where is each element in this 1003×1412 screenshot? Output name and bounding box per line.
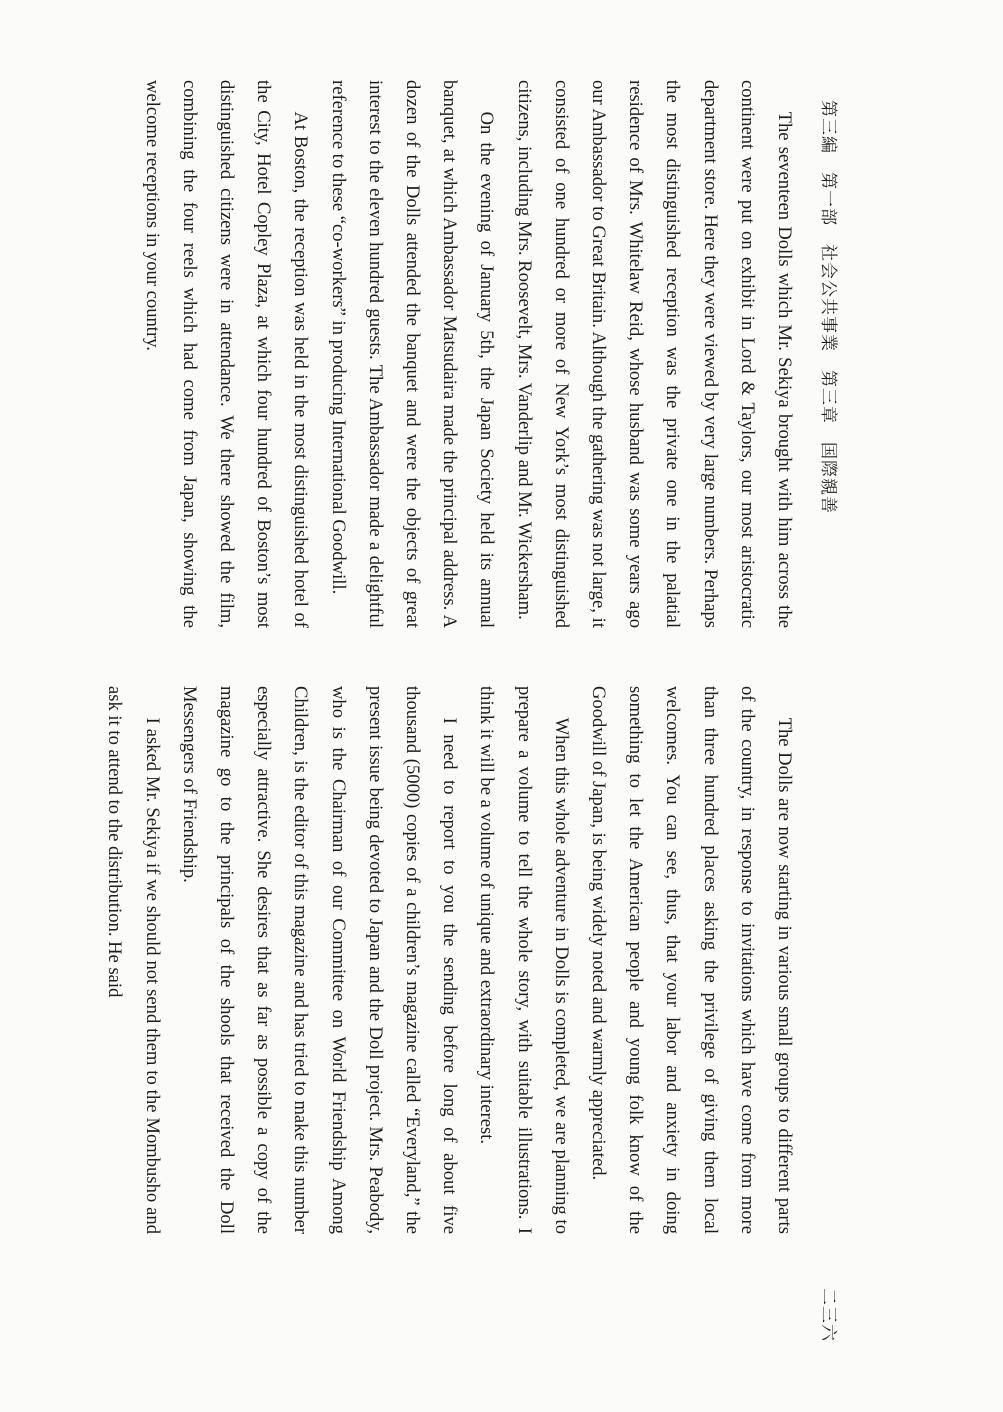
paragraph: The Dolls are now starting in various small groups to different parts of the country, in response to invitations which have come from more than three hundred places asking the privilege of giving them local welcomes. You can see, thus, that your labor and anxiety in doing something to let the American people and young folk know of the Goodwill of Japan, is being widely noted and warmly appreciated. xyxy=(587,686,795,1234)
page-header xyxy=(809,100,843,1342)
running-head: 第三編 第一部 社会公共事業 第三章 国際親善 xyxy=(818,100,838,514)
text-column-right xyxy=(96,686,803,1234)
paragraph: I need to report to you the sending before long of about five thousand (5000) copies of a children’s magazine called “Everyland,” the present issue being devoted to Japan and the Doll project. Mrs. Peabody, who is the Chairman of our Committee on World Friendship Among Children, is the editor of this magazine and has tried to make this number especially attractive. She desires that as far as possible a copy of the magazine go to the principals of the shools that received the Doll Messengers of Friendship. xyxy=(178,686,461,1234)
paragraph: The seventeen Dolls which Mr. Sekiya brought with him across the continent were put on exhibit in Lord & Taylors, our most aristocratic department store. Here they were viewed by very large numbers. Perhaps the most distinguished reception was the private one in the palatial residence of Mrs. Whitelaw Reid, whose husband was some years ago our Ambassador to Great Britain. Although the gathering was not large, it consisted of one hundred or more of New York’s most distinguished citizens, including Mrs. Roosevelt, Mrs. Vanderlip and Mr. Wickersham. xyxy=(513,80,795,628)
page-number: 二三六 xyxy=(818,1288,838,1342)
paragraph: When this whole adventure in Dolls is completed, we are planning to prepare a volume to tell the whole story, with suitable illustrations. I think it will be a volume of unique and extraordinary interest. xyxy=(476,686,572,1234)
text-column-left xyxy=(133,80,803,628)
paragraph: I asked Mr. Sekiya if we should not send them to the Mombusho and ask it to attend to the distribution. He said xyxy=(104,686,163,1234)
paragraph: At Boston, the reception was held in the most distinguished hotel of the City, Hotel Copley Plaza, at which four hundred of Boston’s most distinguished citizens were in attendance. We there showed the film, combining the four reels which had come from Japan, showing the welcome receptions in your country. xyxy=(141,80,312,628)
paragraph: On the evening of January 5th, the Japan Society held its annual banquet, at which Ambassador Matsudaira made the principal address. A dozen of the Dolls attended the banquet and were the objects of great interest to the eleven hundred guests. The Ambassador made a delightful reference to these “co-workers” in producing International Goodwill. xyxy=(327,80,498,628)
